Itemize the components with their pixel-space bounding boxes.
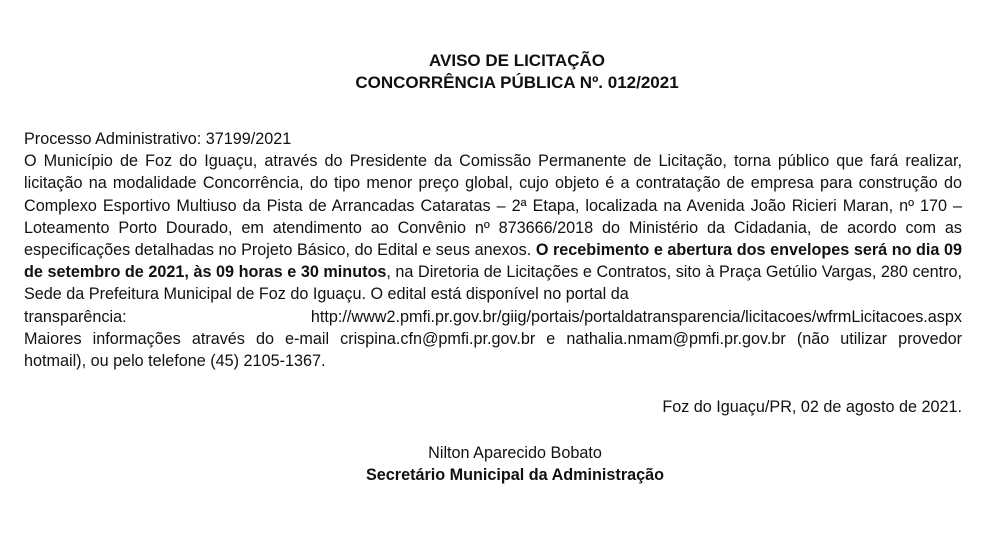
signature-block: [24, 442, 962, 486]
title-line-2: CONCORRÊNCIA PÚBLICA Nº. 012/2021: [355, 73, 679, 92]
signer-name: Nilton Aparecido Bobato: [428, 444, 602, 463]
body-paragraph: [24, 150, 962, 305]
process-number: Processo Administrativo: 37199/2021: [24, 130, 292, 148]
notice-title: [24, 50, 962, 94]
body-text-part-2: , na Diretoria de Licitações e Contratos, sito à Praça Getúlio Vargas, 280 centro, Sede da Prefeitura Municipal de Foz do Iguaçu. O edital está disponível no portal da: [24, 263, 962, 304]
body-text-part-1: O Município de Foz do Iguaçu, através do Presidente da Comissão Permanente de Licitação, torna público que fará realizar, licitação na modalidade Concorrência, do tipo menor preço global, cujo objeto é a contratação de empresa para construção do Complexo Esportivo Multiuso da Pista de Arrancadas Cataratas – 2ª Etapa, localizada na Avenida João Ricieri Maran, nº 170 – Loteamento Porto Dourado, em atendimento ao Convênio nº 873666/2018 do Ministério da Cidadania, de acordo com as especificações detalhadas no Projeto Básico, do Edital e seus anexos.: [24, 152, 962, 260]
date-line: Foz do Iguaçu/PR, 02 de agosto de 2021.: [662, 398, 962, 417]
portal-line: [24, 306, 962, 328]
notice-body: [24, 128, 962, 372]
notice-document: [24, 50, 962, 486]
body-text-bold: O recebimento e abertura dos envelopes será no dia 09 de setembro de 2021, às 09 horas e 30 minutos: [24, 241, 963, 282]
contact-paragraph: Maiores informações através do e-mail crispina.cfn@pmfi.pr.gov.br e nathalia.nmam@pmfi.pr.gov.br (não utilizar provedor hotmail), ou pelo telefone (45) 2105-1367.: [24, 329, 962, 371]
portal-label: transparência:: [24, 307, 127, 326]
portal-url-link[interactable]: http://www2.pmfi.pr.gov.br/giig/portais/portaldatransparencia/licitacoes/wfrmLicitacoes.aspx: [310, 307, 962, 326]
title-line-1: AVISO DE LICITAÇÃO: [429, 51, 605, 70]
signer-role: Secretário Municipal da Administração: [365, 466, 665, 485]
